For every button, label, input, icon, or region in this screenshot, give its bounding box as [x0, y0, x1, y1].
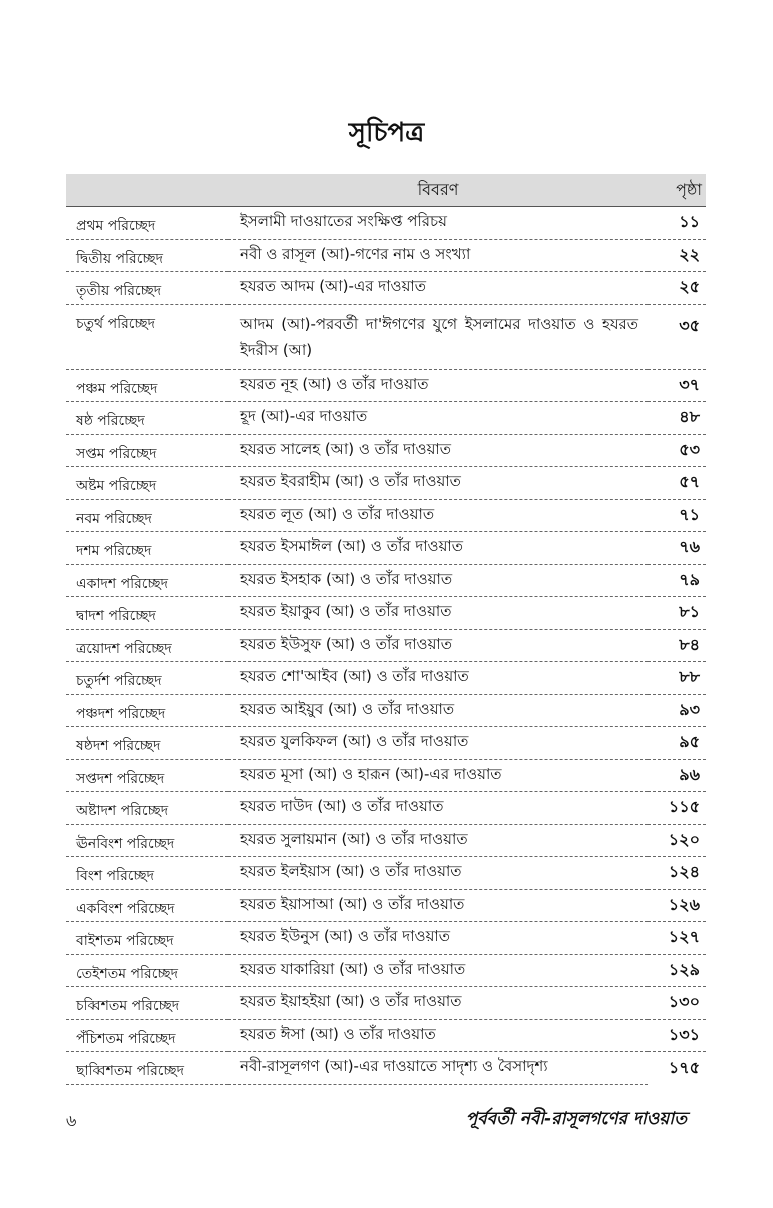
detail-cell: আদম (আ)-পরবর্তী দা'ঈগণের যুগে ইসলামের দাওয়াত ও হযরত ইদরীস (আ): [228, 304, 648, 369]
chapter-cell: পঞ্চম পরিচ্ছেদ: [66, 369, 228, 402]
chapter-cell: চতুর্দশ পরিচ্ছেদ: [66, 662, 228, 695]
page-title: সূচিপত্র: [348, 118, 425, 148]
table-row: [66, 272, 706, 305]
detail-cell: হূদ (আ)-এর দাওয়াত: [228, 402, 648, 435]
detail-cell: হযরত ইলইয়াস (আ) ও তাঁর দাওয়াত: [228, 857, 648, 890]
table-row: [66, 662, 706, 695]
detail-cell: ইসলামী দাওয়াতের সংক্ষিপ্ত পরিচয়: [228, 207, 648, 240]
page-number-cell: ১১৫: [648, 792, 706, 825]
page-number-cell: ৫৭: [648, 467, 706, 500]
page-number-cell: ১৩০: [648, 987, 706, 1020]
detail-cell: হযরত শো'আইব (আ) ও তাঁর দাওয়াত: [228, 662, 648, 695]
page-number-cell: ২২: [648, 239, 706, 272]
table-row: [66, 239, 706, 272]
table-row: [66, 1052, 706, 1085]
detail-cell: হযরত আদম (আ)-এর দাওয়াত: [228, 272, 648, 305]
footer-page-number: ৬: [66, 1111, 77, 1130]
table-row: [66, 532, 706, 565]
detail-cell: নবী-রাসূলগণ (আ)-এর দাওয়াতে সাদৃশ্য ও বৈসাদৃশ্য: [228, 1052, 648, 1085]
table-row: [66, 922, 706, 955]
detail-cell: হযরত ইউনুস (আ) ও তাঁর দাওয়াত: [228, 922, 648, 955]
table-row: [66, 402, 706, 435]
detail-cell: হযরত ইয়াসাআ (আ) ও তাঁর দাওয়াত: [228, 889, 648, 922]
table-row: [66, 467, 706, 500]
chapter-cell: বাইশতম পরিচ্ছেদ: [66, 922, 228, 955]
table-row: [66, 857, 706, 890]
page-number-cell: ৮৮: [648, 662, 706, 695]
page-number-cell: ১২০: [648, 824, 706, 857]
footer-book-title: পূর্ববর্তী নবী-রাসূলগণের দাওয়াত: [465, 1109, 687, 1129]
detail-cell: হযরত যুলকিফল (আ) ও তাঁর দাওয়াত: [228, 727, 648, 760]
table-header-row: [66, 174, 706, 207]
table-row: [66, 369, 706, 402]
page-number-cell: ৭১: [648, 499, 706, 532]
chapter-cell: অষ্টাদশ পরিচ্ছেদ: [66, 792, 228, 825]
page-number-cell: ৯৩: [648, 694, 706, 727]
detail-cell: হযরত ইসহাক (আ) ও তাঁর দাওয়াত: [228, 564, 648, 597]
chapter-cell: পঁচিশতম পরিচ্ছেদ: [66, 1019, 228, 1052]
chapter-cell: বিংশ পরিচ্ছেদ: [66, 857, 228, 890]
table-row: [66, 987, 706, 1020]
chapter-cell: নবম পরিচ্ছেদ: [66, 499, 228, 532]
page-number-cell: ১২৯: [648, 954, 706, 987]
contents-body: [66, 207, 706, 1085]
page-number-cell: ১৭৫: [668, 1057, 700, 1077]
detail-cell: হযরত ইউসুফ (আ) ও তাঁর দাওয়াত: [228, 629, 648, 662]
detail-cell: নবী ও রাসূল (আ)-গণের নাম ও সংখ্যা: [228, 239, 648, 272]
chapter-cell: ছাব্বিশতম পরিচ্ছেদ: [66, 1052, 228, 1085]
page-number-cell: ১৩১: [648, 1019, 706, 1052]
chapter-cell: একাদশ পরিচ্ছেদ: [66, 564, 228, 597]
chapter-cell: দ্বাদশ পরিচ্ছেদ: [66, 597, 228, 630]
table-row: [66, 759, 706, 792]
table-row: [66, 1019, 706, 1052]
detail-cell: হযরত যাকারিয়া (আ) ও তাঁর দাওয়াত: [228, 954, 648, 987]
page-number-cell: ৯৫: [648, 727, 706, 760]
table-row: [66, 792, 706, 825]
chapter-cell: একবিংশ পরিচ্ছেদ: [66, 889, 228, 922]
page-number-cell: ২৫: [648, 272, 706, 305]
page-number-cell: ৪৮: [648, 402, 706, 435]
table-row: [66, 727, 706, 760]
page-number-cell: ১১: [648, 207, 706, 240]
table-row: [66, 954, 706, 987]
chapter-cell: দশম পরিচ্ছেদ: [66, 532, 228, 565]
page-number-cell: ৯৬: [648, 759, 706, 792]
chapter-cell: ঊনবিংশ পরিচ্ছেদ: [66, 824, 228, 857]
chapter-cell: অষ্টম পরিচ্ছেদ: [66, 467, 228, 500]
table-row: [66, 207, 706, 240]
page-number-cell: ৫৩: [648, 434, 706, 467]
detail-cell: হযরত ইবরাহীম (আ) ও তাঁর দাওয়াত: [228, 467, 648, 500]
page-number-cell: ৩৫: [648, 304, 706, 369]
page-number-cell: ৮১: [648, 597, 706, 630]
detail-cell: হযরত ঈসা (আ) ও তাঁর দাওয়াত: [228, 1019, 648, 1052]
chapter-cell: ষষ্ঠ পরিচ্ছেদ: [66, 402, 228, 435]
detail-cell: হযরত ইসমাঈল (আ) ও তাঁর দাওয়াত: [228, 532, 648, 565]
chapter-cell: চতুর্থ পরিচ্ছেদ: [66, 304, 228, 369]
page-column-header: পৃষ্ঠা: [648, 174, 706, 207]
chapter-cell: সপ্তদশ পরিচ্ছেদ: [66, 759, 228, 792]
chapter-cell: ষষ্ঠদশ পরিচ্ছেদ: [66, 727, 228, 760]
detail-cell: হযরত ইয়াকুব (আ) ও তাঁর দাওয়াত: [228, 597, 648, 630]
chapter-cell: সপ্তম পরিচ্ছেদ: [66, 434, 228, 467]
page-number-cell: ৭৬: [648, 532, 706, 565]
page-number-cell: ১২৪: [648, 857, 706, 890]
chapter-cell: প্রথম পরিচ্ছেদ: [66, 207, 228, 240]
table-row: [66, 564, 706, 597]
chapter-cell: ত্রয়োদশ পরিচ্ছেদ: [66, 629, 228, 662]
table-row: [66, 824, 706, 857]
chapter-cell: দ্বিতীয় পরিচ্ছেদ: [66, 239, 228, 272]
chapter-cell: চব্বিশতম পরিচ্ছেদ: [66, 987, 228, 1020]
chapter-cell: তৃতীয় পরিচ্ছেদ: [66, 272, 228, 305]
table-row: [66, 499, 706, 532]
table-row: [66, 629, 706, 662]
detail-cell: হযরত লূত (আ) ও তাঁর দাওয়াত: [228, 499, 648, 532]
page-number-cell: ৭৯: [648, 564, 706, 597]
page-number-cell: ৮৪: [648, 629, 706, 662]
detail-cell: হযরত সুলায়মান (আ) ও তাঁর দাওয়াত: [228, 824, 648, 857]
contents-table: [66, 174, 706, 1085]
detail-column-header: বিবরণ: [228, 174, 648, 207]
chapter-column-header: [66, 174, 228, 207]
page-number-cell: ১২৭: [648, 922, 706, 955]
chapter-cell: পঞ্চদশ পরিচ্ছেদ: [66, 694, 228, 727]
table-row: [66, 304, 706, 369]
table-row: [66, 694, 706, 727]
chapter-cell: তেইশতম পরিচ্ছেদ: [66, 954, 228, 987]
page-number-cell: ৩৭: [648, 369, 706, 402]
table-row: [66, 597, 706, 630]
table-row: [66, 434, 706, 467]
detail-cell: হযরত নূহ (আ) ও তাঁর দাওয়াত: [228, 369, 648, 402]
detail-cell: হযরত আইয়ুব (আ) ও তাঁর দাওয়াত: [228, 694, 648, 727]
detail-cell: হযরত সালেহ (আ) ও তাঁর দাওয়াত: [228, 434, 648, 467]
page-number-cell: ১২৬: [648, 889, 706, 922]
table-row: [66, 889, 706, 922]
detail-cell: হযরত মূসা (আ) ও হারূন (আ)-এর দাওয়াত: [228, 759, 648, 792]
detail-cell: হযরত ইয়াহইয়া (আ) ও তাঁর দাওয়াত: [228, 987, 648, 1020]
detail-cell: হযরত দাউদ (আ) ও তাঁর দাওয়াত: [228, 792, 648, 825]
